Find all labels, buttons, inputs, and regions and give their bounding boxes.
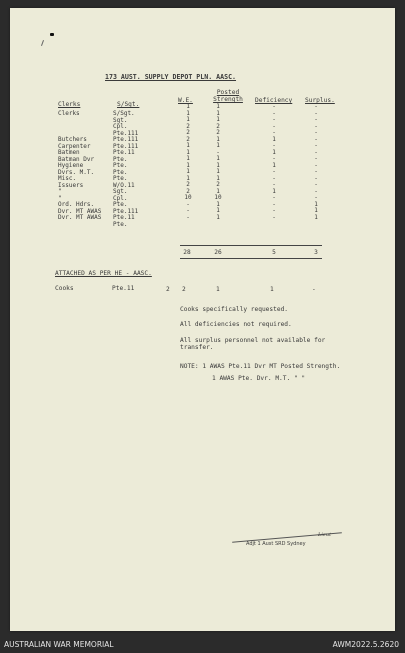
- surplus-2: -: [314, 116, 318, 123]
- rank-0: S/Sgt.: [113, 110, 135, 117]
- role-5: Carpenter: [58, 142, 91, 150]
- note-awas-1: NOTE: 1 AWAS Pte.11 Dvr MT Posted Strength.: [180, 363, 341, 370]
- deficiency-15: -: [272, 200, 276, 208]
- attached-heading: ATTACHED AS PER HE - AASC.: [55, 270, 152, 277]
- surplus-10: -: [314, 168, 318, 175]
- totals-rule-top: [180, 245, 322, 246]
- surplus-12: -: [314, 181, 318, 188]
- note-surplus: All surplus personnel not available for transfer.: [180, 337, 326, 351]
- posted-3: 2: [216, 122, 220, 130]
- rank-2: Cpl.: [113, 123, 128, 130]
- total-deficiency: 5: [272, 249, 276, 256]
- posted-9: 1: [216, 161, 220, 169]
- header-deficiency: Deficiency: [255, 97, 293, 104]
- we-5: 2: [186, 135, 190, 143]
- surplus-6: -: [314, 142, 318, 149]
- rank-10: Pte.: [113, 175, 128, 182]
- role-13: ": [58, 194, 62, 202]
- posted-7: -: [216, 148, 220, 156]
- attached-role: Cooks: [55, 285, 74, 292]
- posted-11: 1: [216, 174, 220, 182]
- posted-12: 2: [216, 181, 220, 188]
- role-9: Dvrs. M.T.: [58, 168, 95, 176]
- deficiency-0: -: [272, 103, 276, 110]
- role-6: Batmen: [58, 149, 80, 156]
- role-14: Ord. Hdrs.: [58, 201, 95, 208]
- deficiency-6: -: [272, 142, 276, 149]
- rank-14: Pte.: [113, 201, 128, 208]
- surplus-0: -: [314, 103, 318, 110]
- rank-5: Pte.111: [113, 142, 139, 150]
- posted-0: 1: [216, 103, 220, 110]
- surplus-11: -: [314, 174, 318, 182]
- deficiency-10: -: [272, 168, 276, 175]
- rank-13: Cpl.: [113, 194, 128, 202]
- attached-surplus: -: [312, 286, 316, 293]
- we-14: 10: [184, 194, 192, 201]
- surplus-4: -: [314, 129, 318, 136]
- deficiency-5: 1: [272, 135, 276, 143]
- we-7: 1: [186, 148, 190, 156]
- totals-rule-bottom: [180, 258, 322, 259]
- surplus-17: 1: [314, 213, 318, 221]
- rank-7: Pte.: [113, 155, 128, 163]
- deficiency-7: 1: [272, 148, 276, 156]
- deficiency-8: -: [272, 155, 276, 162]
- surplus-16: 1: [314, 207, 318, 214]
- rank-11: W/O.11: [113, 181, 135, 189]
- we-16: -: [186, 207, 190, 214]
- role-7: Batman Dvr: [58, 155, 95, 163]
- header-surplus: Surplus.: [305, 97, 335, 104]
- total-surplus: 3: [314, 249, 318, 256]
- we-0: 1: [186, 103, 190, 110]
- surplus-7: -: [314, 148, 318, 156]
- posted-14: 10: [214, 194, 222, 201]
- rank-9: Pte.: [113, 168, 128, 176]
- surplus-9: -: [314, 161, 318, 169]
- header-rank: S/Sgt.: [117, 101, 140, 108]
- header-we: W.E.: [178, 97, 193, 104]
- surplus-column: [311, 104, 321, 221]
- posted-4: 2: [216, 129, 220, 136]
- we-13: 2: [186, 187, 190, 195]
- deficiency-16: -: [272, 207, 276, 214]
- roles-column: [58, 111, 101, 222]
- we-4: 2: [186, 129, 190, 136]
- deficiency-9: 1: [272, 161, 276, 169]
- ranks-column: [113, 111, 138, 228]
- rank-16: Pte.11: [113, 214, 135, 221]
- attached-we: 2: [166, 286, 170, 293]
- attached-deficiency: 1: [270, 286, 274, 293]
- deficiency-14: -: [272, 194, 276, 201]
- attached-rank: Pte.11: [112, 285, 135, 292]
- posted-6: 1: [216, 142, 220, 149]
- surplus-5: -: [314, 135, 318, 143]
- surplus-8: -: [314, 155, 318, 162]
- note-cooks: Cooks specifically requested.: [180, 306, 289, 313]
- deficiency-13: 1: [272, 187, 276, 195]
- we-12: 2: [186, 181, 190, 188]
- we-6: 1: [186, 142, 190, 149]
- we-15: -: [186, 200, 190, 208]
- total-posted: 26: [214, 249, 222, 256]
- we-9: 1: [186, 161, 190, 169]
- total-we: 28: [183, 249, 191, 256]
- deficiency-11: -: [272, 174, 276, 182]
- signature-rank: Lieut: [318, 532, 332, 538]
- deficiency-3: -: [272, 122, 276, 130]
- posted-16: 1: [216, 207, 220, 214]
- signature-role: Adjt 1 Aust SRD Sydney: [246, 541, 306, 547]
- we-17: -: [186, 213, 190, 221]
- posted-15: 1: [216, 200, 220, 208]
- we-10: 1: [186, 168, 190, 175]
- rank-6: Pte.11: [113, 149, 135, 156]
- header-clerks: Clerks: [58, 101, 81, 108]
- surplus-13: -: [314, 187, 318, 195]
- posted-8: 1: [216, 155, 220, 162]
- header-posted-strength: Posted Strength: [213, 89, 243, 103]
- role-8: Hygiene: [58, 162, 84, 169]
- deficiency-1: -: [272, 109, 276, 117]
- document-title: 173 AUST. SUPPLY DEPOT PLN. AASC.: [105, 73, 237, 81]
- we-1: 1: [186, 109, 190, 117]
- role-12: ": [58, 188, 62, 195]
- posted-column: [213, 104, 223, 221]
- role-11: Issuers: [58, 181, 84, 189]
- posted-10: 1: [216, 168, 220, 175]
- posted-1: 1: [216, 109, 220, 117]
- rank-8: Pte.: [113, 162, 128, 169]
- deficiency-2: -: [272, 116, 276, 123]
- rank-4: Pte.111: [113, 136, 139, 143]
- we-11: 1: [186, 174, 190, 182]
- posted-13: 1: [216, 187, 220, 195]
- rank-1: Sgt.: [113, 116, 128, 124]
- posted-2: 1: [216, 116, 220, 123]
- surplus-14: -: [314, 194, 318, 201]
- attached-extra: 1: [216, 286, 220, 293]
- we-2: 1: [186, 116, 190, 123]
- punch-hole: [50, 33, 54, 36]
- rank-15: Pte.111: [113, 207, 139, 215]
- we-column: [183, 104, 193, 221]
- surplus-1: -: [314, 109, 318, 117]
- rank-3: Pte.111: [113, 129, 139, 137]
- attached-posted: 2: [182, 286, 186, 293]
- we-3: 2: [186, 122, 190, 130]
- rank-12: Sgt.: [113, 188, 128, 195]
- role-16: Dvr. MT AWAS: [58, 214, 102, 221]
- role-10: Misc.: [58, 175, 77, 182]
- role-15: Dvr. MT AWAS: [58, 207, 102, 215]
- rank-17: Pte.: [113, 220, 128, 228]
- role-4: Butchers: [58, 136, 87, 143]
- posted-17: 1: [216, 213, 220, 221]
- note-deficiencies: All deficiencies not required.: [180, 321, 292, 328]
- footer-institution: AUSTRALIAN WAR MEMORIAL: [4, 640, 114, 649]
- surplus-3: -: [314, 122, 318, 130]
- surplus-15: 1: [314, 200, 318, 208]
- we-8: 1: [186, 155, 190, 162]
- footer-accession: AWM2022.5.2620: [332, 640, 399, 649]
- posted-5: 1: [216, 135, 220, 143]
- deficiency-4: -: [272, 129, 276, 136]
- deficiency-12: -: [272, 181, 276, 188]
- deficiency-column: [269, 104, 279, 221]
- note-awas-2: 1 AWAS Pte. Dvr. M.T. " ": [212, 375, 306, 382]
- role-0: Clerks: [58, 110, 80, 117]
- deficiency-17: -: [272, 213, 276, 221]
